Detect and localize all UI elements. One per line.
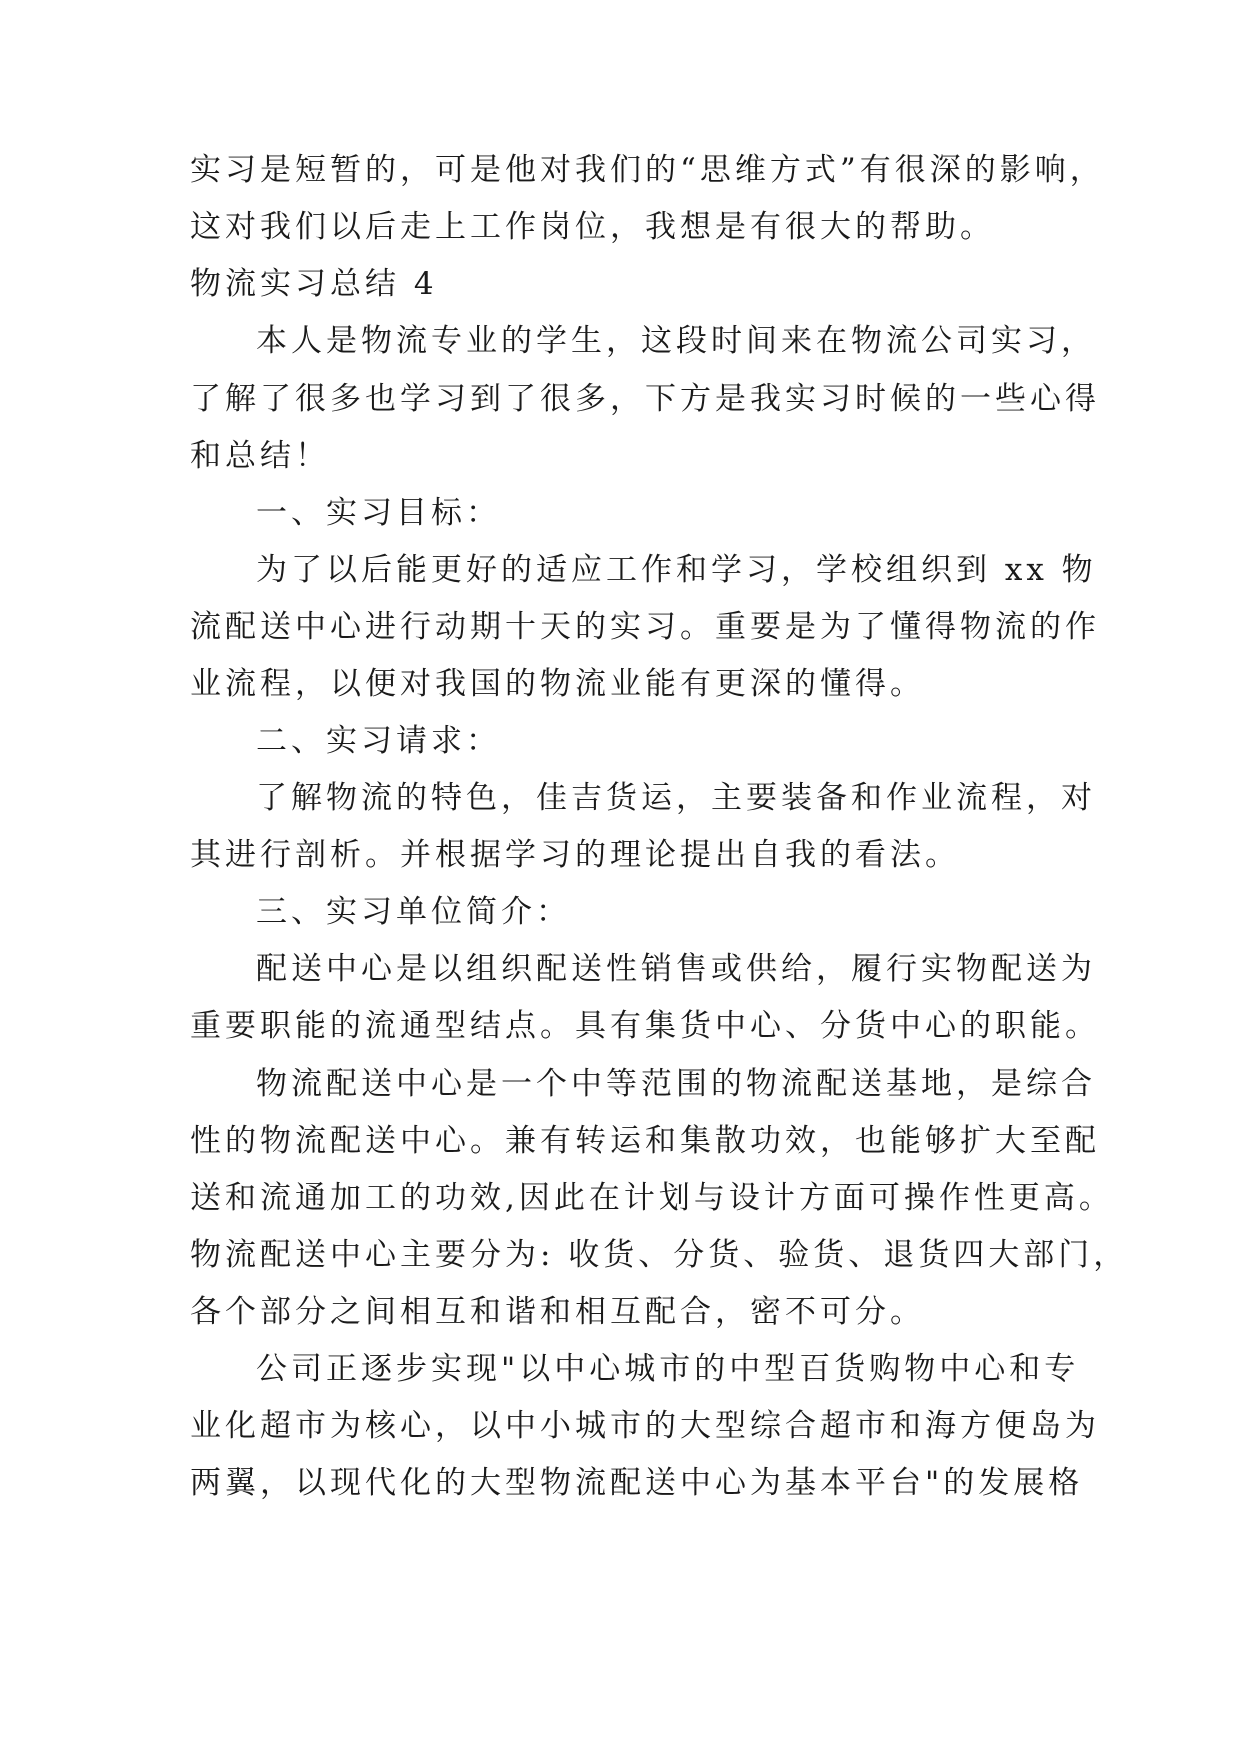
- text-line: 了解物流的特色，佳吉货运，主要装备和作业流程，对: [256, 780, 1096, 816]
- text-line: 物流配送中心是一个中等范围的物流配送基地，是综合: [256, 1066, 1096, 1102]
- text-line: 业流程，以便对我国的物流业能有更深的懂得。: [190, 666, 925, 702]
- subheading: 三、实习单位简介：: [256, 894, 571, 930]
- text-line: 流配送中心进行动期十天的实习。重要是为了懂得物流的作: [190, 609, 1100, 645]
- text-line: 送和流通加工的功效,因此在计划与设计方面可操作性更高。: [190, 1180, 1114, 1216]
- text-line: 和总结！: [190, 438, 330, 474]
- text-line: 这对我们以后走上工作岗位，我想是有很大的帮助。: [190, 209, 995, 245]
- section-heading: 物流实习总结 4: [190, 266, 438, 302]
- text-line: 了解了很多也学习到了很多，下方是我实习时候的一些心得: [190, 381, 1100, 417]
- text-line: 物流配送中心主要分为: 收货、分货、验货、退货四大部门，: [190, 1237, 1129, 1273]
- text-line: 性的物流配送中心。兼有转运和集散功效，也能够扩大至配: [190, 1123, 1100, 1159]
- text-line: 其进行剖析。并根据学习的理论提出自我的看法。: [190, 837, 960, 873]
- text-line: 各个部分之间相互和谐和相互配合，密不可分。: [190, 1294, 925, 1330]
- text-line: 重要职能的流通型结点。具有集货中心、分货中心的职能。: [190, 1008, 1100, 1044]
- text-line: 为了以后能更好的适应工作和学习，学校组织到 xx 物: [256, 552, 1097, 588]
- text-line: 实习是短暂的，可是他对我们的“思维方式”有很深的影响，: [190, 152, 1105, 188]
- text-line: 配送中心是以组织配送性销售或供给，履行实物配送为: [256, 951, 1096, 987]
- text-line: 业化超市为核心，以中小城市的大型综合超市和海方便岛为: [190, 1408, 1100, 1444]
- text-line: 本人是物流专业的学生，这段时间来在物流公司实习，: [256, 323, 1096, 359]
- text-line: 两翼，以现代化的大型物流配送中心为基本平台"的发展格: [190, 1465, 1084, 1501]
- text-line: 公司正逐步实现"以中心城市的中型百货购物中心和专: [256, 1351, 1080, 1387]
- subheading: 二、实习请求：: [256, 723, 501, 759]
- subheading: 一、实习目标：: [256, 495, 501, 531]
